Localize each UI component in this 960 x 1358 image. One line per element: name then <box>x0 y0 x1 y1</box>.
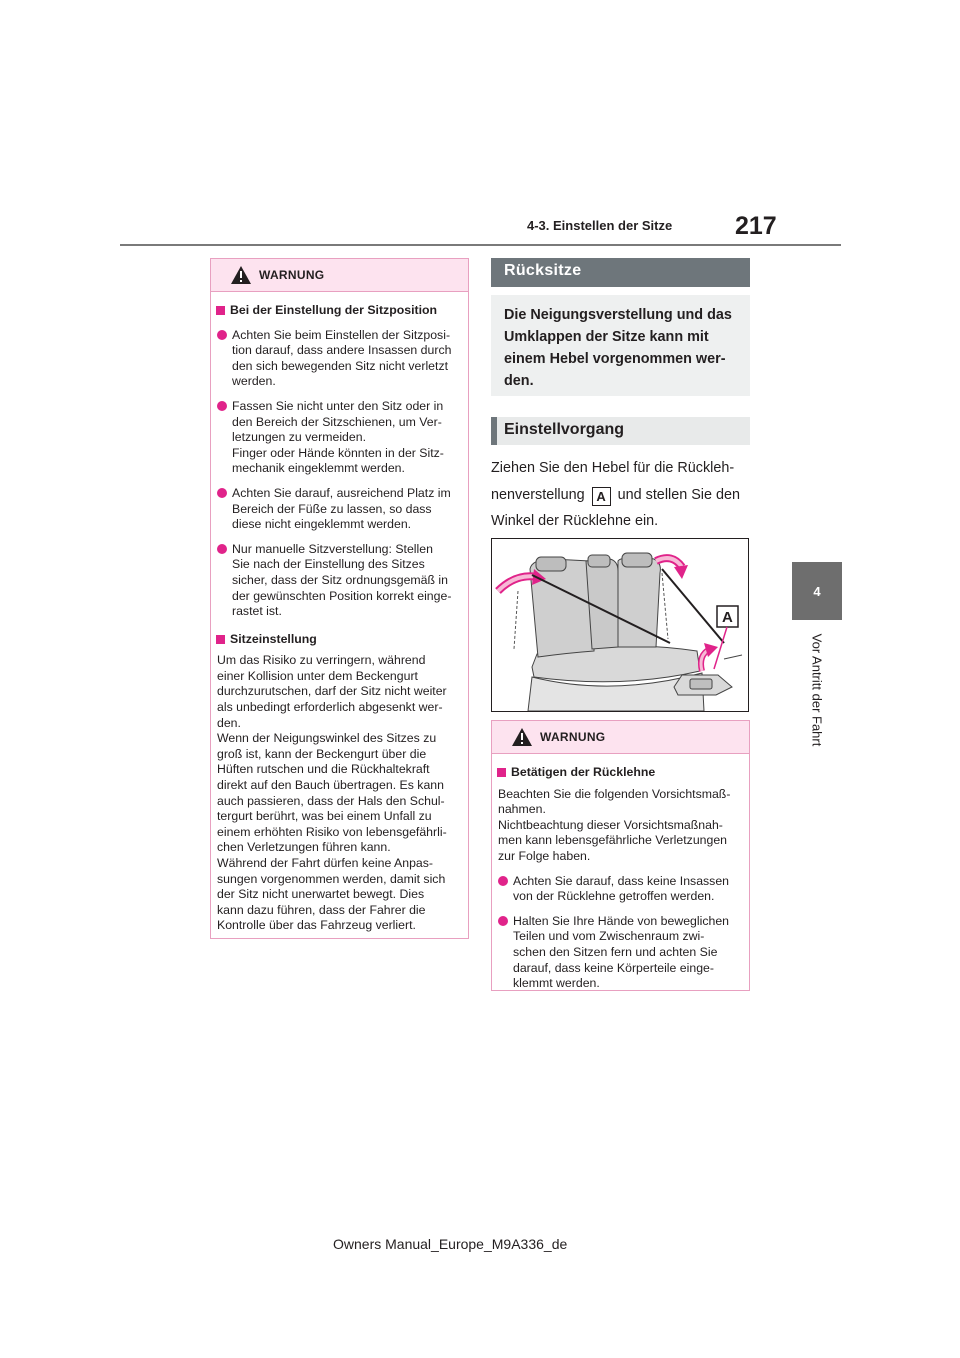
bullet-text: Achten Sie beim Einstellen der Sitzposi- tion darauf, dass andere Insassen durch den sich bewegenden Sitz nicht verletzt werden. <box>232 327 452 389</box>
chapter-number-tab: 4 <box>792 562 842 620</box>
chapter-title-vertical <box>793 600 841 780</box>
bullet-text: Nur manuelle Sitzverstellung: Stellen Sie nach der Einstellung des Sitzes sicher, dass der Sitz ordnungsgemäß in der gewünschten Position korrekt einge- rastet ist. <box>232 541 452 619</box>
rear-seat-drawing <box>492 539 748 711</box>
warning-bullet <box>216 542 458 620</box>
warning-box-backrest <box>491 720 750 991</box>
round-bullet-icon <box>498 916 508 926</box>
warning-box-seat-position <box>210 258 469 939</box>
warning-bullet <box>216 328 458 390</box>
warning-bullet <box>216 399 458 477</box>
square-bullet-icon <box>216 635 225 644</box>
square-bullet-icon <box>216 306 225 315</box>
warning-bullet <box>497 874 739 905</box>
rear-seat-illustration <box>491 538 749 712</box>
instruction-text-1: Ziehen Sie den Hebel für die Rückleh- nenverstellung <box>491 460 735 503</box>
callout-badge-a: A <box>592 487 611 506</box>
warning-label: WARNUNG <box>259 268 325 282</box>
instruction-paragraph <box>491 455 756 535</box>
warning-header <box>492 721 749 754</box>
round-bullet-icon <box>217 401 227 411</box>
warning-section-title <box>216 632 458 648</box>
round-bullet-icon <box>498 876 508 886</box>
warning-paragraph: Um das Risiko zu verringern, während einer Kollision unter dem Beckengurt durchzurutschen, darf der Sitz nicht weiter als unbedingt erforderlich abgesenkt wer- den. Wenn der Neigungswinkel des Sitzes zu groß ist, kann der Beckengurt über die Hüften rutschen und die Rückhaltekraft direkt auf den Bauch übertragen. Es kann auch passieren, dass der Hals den Schul- tergurt berührt, was bei einem Unfall zu einem erhöhten Risiko von lebensgefährli- chen Verletzungen führen kann. Während der Fahrt dürfen keine Anpas- sungen vorgenommen werden, damit sich der Sitz nicht unerwartet bewegt. Dies kann dazu führen, dass der Fahrer die Kontrolle über das Fahrzeug verliert. <box>217 653 447 933</box>
round-bullet-icon <box>217 544 227 554</box>
warning-body <box>492 754 749 1002</box>
section-title-text: Bei der Einstellung der Sitzposition <box>230 303 438 317</box>
warning-triangle-icon <box>511 727 533 747</box>
header-rule <box>120 244 841 246</box>
section-title-text: Betätigen der Rücklehne <box>511 765 656 779</box>
warning-section-title <box>497 765 739 781</box>
warning-header <box>211 259 468 292</box>
section-title-text: Sitzeinstellung <box>230 631 317 646</box>
page-number: 217 <box>735 212 777 240</box>
warning-label: WARNUNG <box>540 730 606 744</box>
round-bullet-icon <box>217 488 227 498</box>
square-bullet-icon <box>497 768 506 777</box>
warning-triangle-icon <box>230 265 252 285</box>
subheading-accent-bar <box>491 417 497 445</box>
warning-bullet <box>497 914 739 992</box>
bullet-text: Halten Sie Ihre Hände von beweglichen Teilen und vom Zwischenraum zwi- schen den Sitzen fern und achten Sie darauf, dass keine Körperteile einge- klemmt werden. <box>513 913 730 991</box>
bullet-text: Achten Sie darauf, dass keine Insassen von der Rücklehne getroffen werden. <box>513 873 730 904</box>
warning-bullet <box>216 486 458 533</box>
section-title: 4-3. Einstellen der Sitze <box>527 218 673 233</box>
intro-box: Die Neigungsverstellung und das Umklappen der Sitze kann mit einem Hebel vorgenommen wer- den. <box>491 295 750 396</box>
chapter-title-text: Vor Antritt der Fahrt <box>809 633 825 747</box>
instruction-text-2: und stellen Sie den Winkel der Rücklehne ein. <box>491 486 741 529</box>
warning-body <box>211 292 468 944</box>
warning-paragraph: Beachten Sie die folgenden Vorsichtsmaß- nahmen. Nichtbeachtung dieser Vorsichtsmaßnah- men kann lebensgefährliche Verletzungen zur Folge haben. <box>498 786 731 863</box>
warning-section-title <box>216 303 458 319</box>
subheading-einstellvorgang: Einstellvorgang <box>491 417 750 445</box>
bullet-text: Fassen Sie nicht unter den Sitz oder in den Bereich der Sitzschienen, um Ver- letzungen zu vermeiden. Finger oder Hände könnten in der Sitz- mechanik eingeklemmt werden. <box>232 398 444 476</box>
figure-label-a: A <box>722 609 733 626</box>
footer-manual-id: Owners Manual_Europe_M9A336_de <box>333 1236 568 1252</box>
bullet-text: Achten Sie darauf, ausreichend Platz im Bereich der Füße zu lassen, so dass diese nicht eingeklemmt werden. <box>232 485 451 532</box>
heading-ruecksitze: Rücksitze <box>491 258 750 287</box>
round-bullet-icon <box>217 330 227 340</box>
